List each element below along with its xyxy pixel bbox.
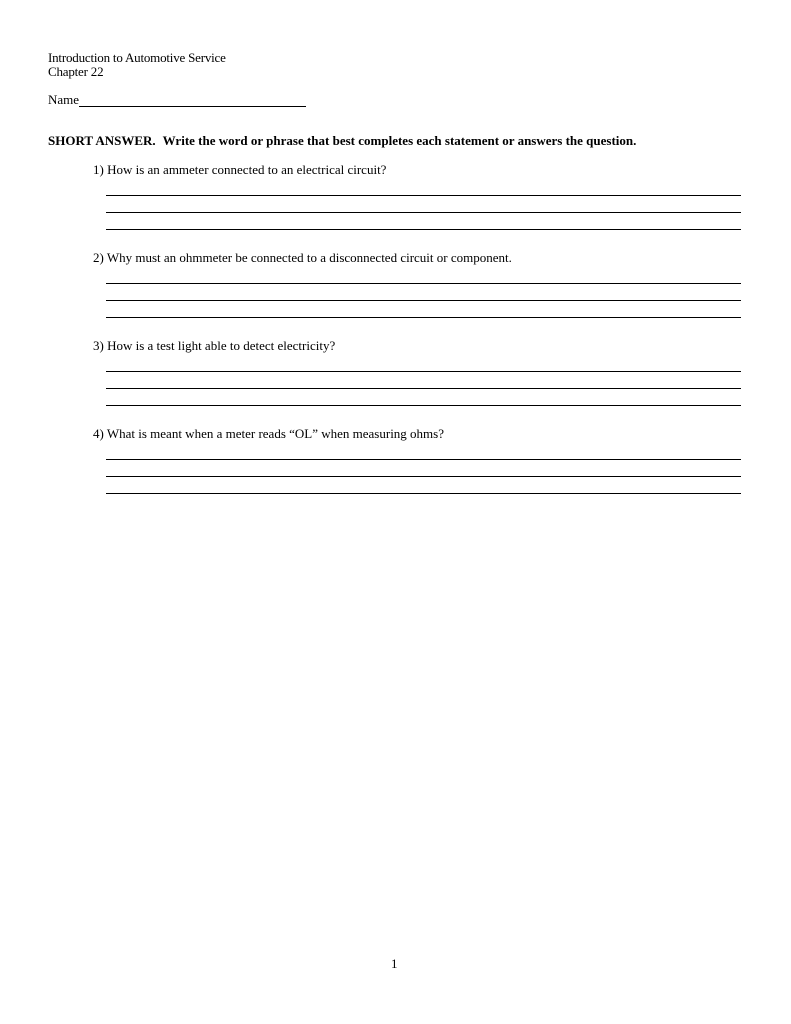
question-3 [93,338,743,354]
answer-line [106,317,741,318]
question-text: 1) How is an ammeter connected to an electrical circuit? [93,162,387,177]
question-text: 4) What is meant when a meter reads “OL” when measuring ohms? [93,426,444,441]
answer-line [106,229,741,230]
instructions [48,133,636,149]
answer-line [106,195,741,196]
answer-line [106,212,741,213]
answer-line [106,371,741,372]
answer-line [106,459,741,460]
question-1 [93,162,743,178]
question-text: 2) Why must an ohmmeter be connected to a disconnected circuit or component. [93,250,512,265]
chapter-title: Chapter 22 [48,64,104,79]
instructions-heading: SHORT ANSWER. [48,133,156,148]
answer-line [106,300,741,301]
name-field [48,91,306,107]
course-title: Introduction to Automotive Service [48,50,226,65]
question-2 [93,250,743,266]
name-blank-line [79,93,306,107]
answer-line [106,283,741,284]
question-4 [93,426,743,442]
answer-line [106,405,741,406]
question-text: 3) How is a test light able to detect electricity? [93,338,336,353]
answer-line [106,388,741,389]
instructions-text: Write the word or phrase that best completes each statement or answers the question. [162,133,637,148]
answer-line [106,476,741,477]
answer-line [106,493,741,494]
name-label: Name [48,92,80,107]
page-number: 1 [391,956,398,971]
